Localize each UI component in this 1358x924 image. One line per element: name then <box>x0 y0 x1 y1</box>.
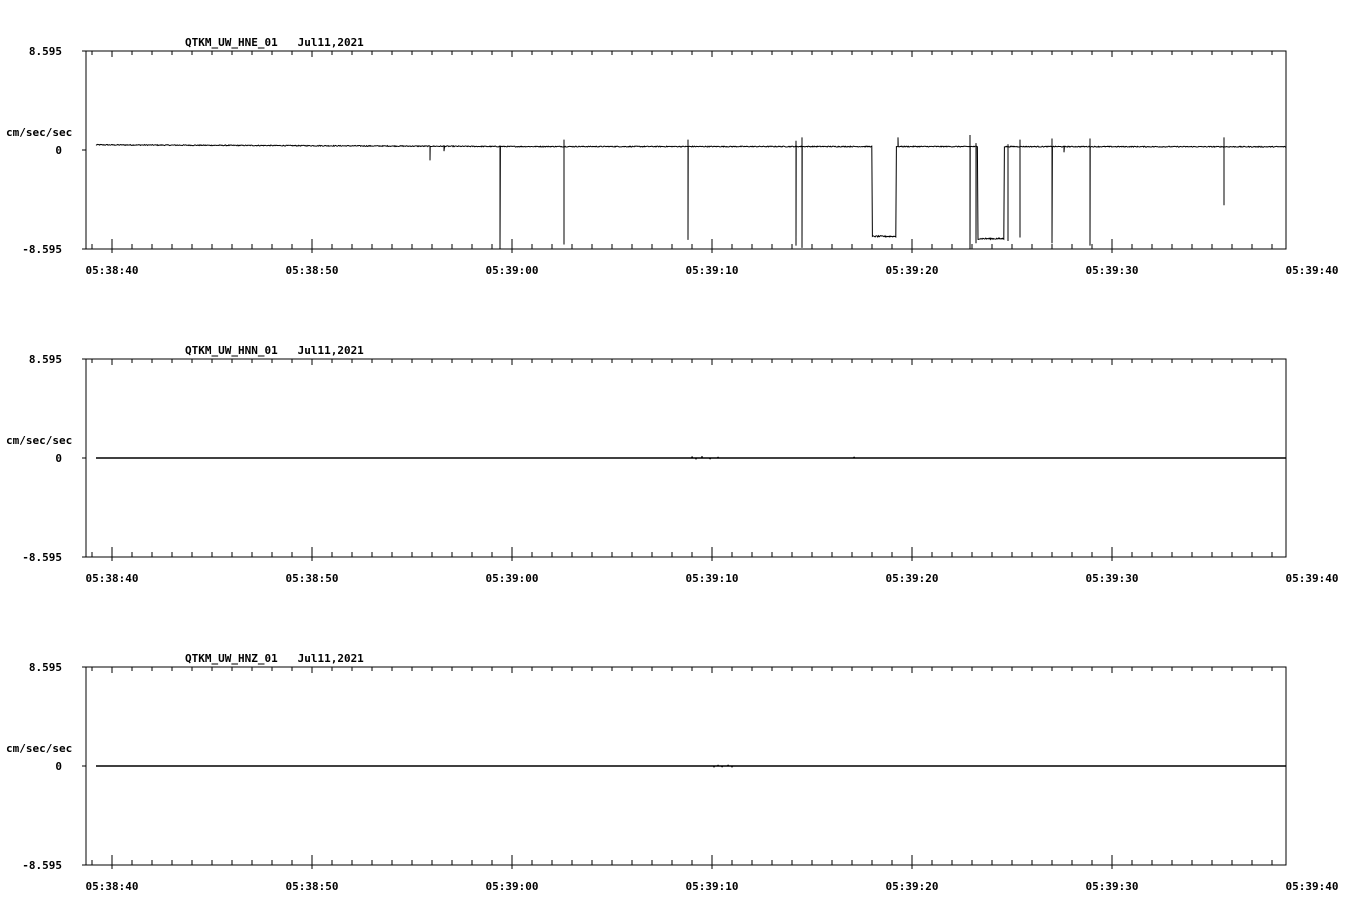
y-tick-label: 0 <box>55 760 62 773</box>
y-axis-label: cm/sec/sec <box>6 434 73 447</box>
y-axis-label: cm/sec/sec <box>6 742 73 755</box>
x-tick-label: 05:39:00 <box>485 572 539 585</box>
plot-frame <box>86 51 1286 249</box>
x-tick-label: 05:39:10 <box>685 572 739 585</box>
x-tick-label: 05:38:50 <box>285 572 339 585</box>
y-tick-label: -8.595 <box>22 243 62 256</box>
y-axis-label: cm/sec/sec <box>6 126 73 139</box>
waveform-trace <box>96 456 1286 459</box>
panel-1 <box>6 36 1358 277</box>
x-tick-label: 05:39:20 <box>885 880 939 893</box>
x-tick-label: 05:38:50 <box>285 880 339 893</box>
x-tick-label: 05:38:40 <box>85 880 139 893</box>
x-tick-label: 05:39:20 <box>885 264 939 277</box>
panel-3 <box>6 652 1358 893</box>
x-tick-label: 05:38:40 <box>85 572 139 585</box>
x-tick-label: 05:39:00 <box>485 264 539 277</box>
waveform-trace <box>96 765 1286 768</box>
x-tick-label: 05:39:30 <box>1085 264 1139 277</box>
x-tick-label: 05:39:30 <box>1085 880 1139 893</box>
y-tick-label: 8.595 <box>28 661 62 674</box>
y-tick-label: 0 <box>55 144 62 157</box>
y-tick-label: 8.595 <box>28 353 62 366</box>
y-tick-label: -8.595 <box>22 551 62 564</box>
x-tick-label: 05:39:40 <box>1285 572 1339 585</box>
panel-title: QTKM_UW_HNZ_01 Jul11,2021 <box>185 652 364 665</box>
y-tick-label: -8.595 <box>22 859 62 872</box>
y-tick-label: 8.595 <box>28 45 62 58</box>
x-tick-label: 05:39:00 <box>485 880 539 893</box>
x-tick-label: 05:39:10 <box>685 264 739 277</box>
x-tick-label: 05:39:10 <box>685 880 739 893</box>
waveform-trace <box>96 135 1286 249</box>
x-tick-label: 05:39:20 <box>885 572 939 585</box>
x-tick-label: 05:39:40 <box>1285 264 1339 277</box>
x-tick-label: 05:39:40 <box>1285 880 1339 893</box>
x-tick-label: 05:38:50 <box>285 264 339 277</box>
y-tick-label: 0 <box>55 452 62 465</box>
panel-2 <box>6 344 1358 585</box>
panel-title: QTKM_UW_HNN_01 Jul11,2021 <box>185 344 364 357</box>
panel-title: QTKM_UW_HNE_01 Jul11,2021 <box>185 36 364 49</box>
x-tick-label: 05:38:40 <box>85 264 139 277</box>
x-tick-label: 05:39:30 <box>1085 572 1139 585</box>
